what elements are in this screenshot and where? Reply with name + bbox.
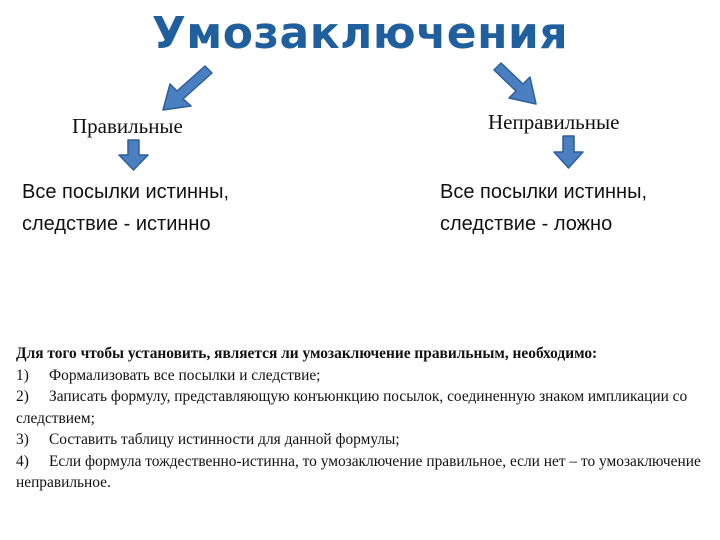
- step-text: Формализовать все посылки и следствие;: [49, 366, 321, 384]
- step-number: 3): [16, 431, 29, 448]
- procedure-step-4: [16, 451, 706, 494]
- arrow-left-down-icon: [119, 140, 148, 170]
- condition-incorrect-line2: следствие - ложно: [440, 213, 613, 235]
- procedure-block: [16, 343, 706, 494]
- procedure-step-1: [16, 365, 706, 387]
- step-text: Записать формулу, представляющую конъюнкцию посылок, соединенную знаком импликации со следствием;: [16, 388, 688, 427]
- step-text: Составить таблицу истинности для данной формулы;: [49, 431, 400, 448]
- procedure-step-3: [16, 429, 706, 451]
- step-number: 2): [16, 388, 29, 405]
- step-number: 1): [16, 366, 29, 384]
- procedure-lead: Для того чтобы установить, является ли умозаключение правильным, необходимо:: [16, 345, 598, 362]
- diagram-title: Умозаключения: [151, 8, 569, 59]
- step-text: Если формула тождественно-истинна, то умозаключение правильное, если нет – то умозаключение неправильное.: [16, 452, 701, 491]
- arrow-title-to-right-icon: [494, 63, 536, 104]
- procedure-step-2: [16, 386, 706, 429]
- condition-incorrect-line1: Все посылки истинны,: [440, 181, 648, 203]
- arrow-title-to-left-icon: [163, 66, 212, 110]
- arrow-right-down-icon: [554, 136, 583, 168]
- condition-correct: [22, 176, 229, 240]
- branch-label-correct: Правильные: [72, 114, 183, 138]
- condition-incorrect: [440, 176, 647, 240]
- condition-correct-line2: следствие - истинно: [22, 213, 211, 235]
- condition-correct-line1: Все посылки истинны,: [22, 181, 230, 203]
- step-number: 4): [16, 452, 29, 470]
- branch-label-incorrect: Неправильные: [488, 110, 620, 134]
